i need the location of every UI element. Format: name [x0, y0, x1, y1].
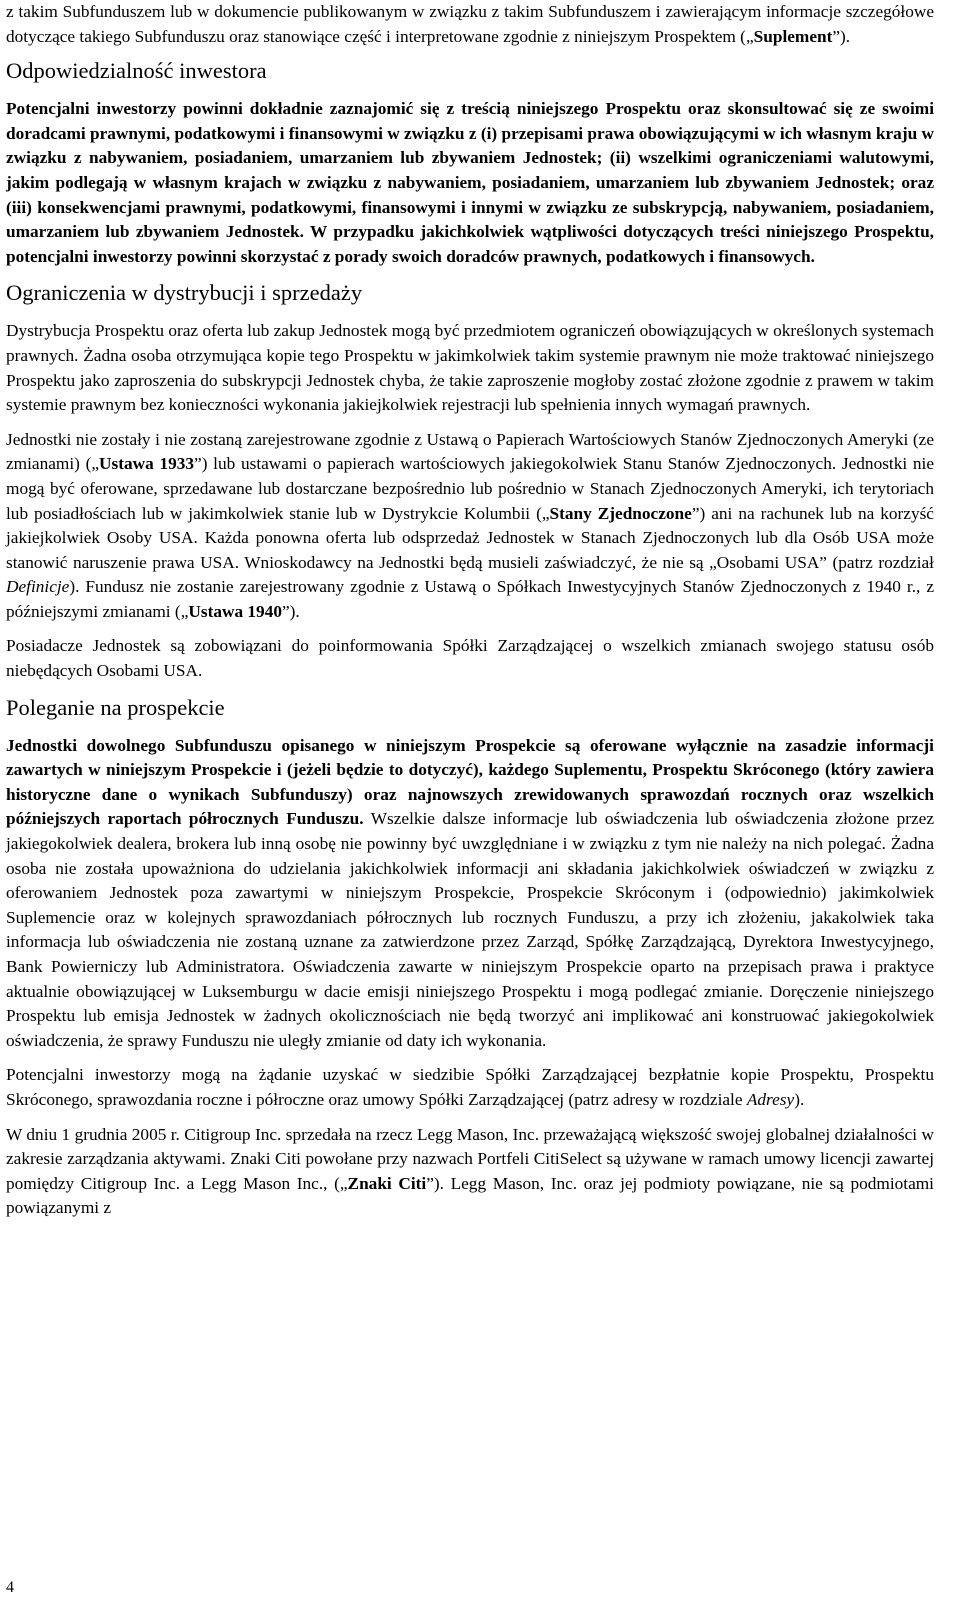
term-stany-zjednoczone: Stany Zjednoczone — [549, 503, 692, 523]
reliance-paragraph-2: Potencjalni inwestorzy mogą na żądanie uzyskać w siedzibie Spółki Zarządzającej bezpłatnie kopie Prospektu, Prospektu Skróconego, sprawozdania roczne i półroczne oraz umowy Spółki Zarządzającej (patrz adresy w rozdziale Adresy). — [6, 1065, 934, 1109]
term-ustawa-1933: Ustawa 1933 — [99, 454, 195, 474]
term-suplement: Suplement — [753, 26, 833, 46]
distribution-paragraph-3: Posiadacze Jednostek są zobowiązani do poinformowania Spółki Zarządzającej o wszelkich zmianach swojego statusu osób niebędących Osobami USA. — [6, 636, 934, 681]
reference-adresy: Adresy — [746, 1089, 795, 1109]
distribution-paragraph-1: Dystrybucja Prospektu oraz oferta lub zakup Jednostek mogą być przedmiotem ograniczeń obowiązujących w określonych systemach prawnych. Żadna osoba otrzymująca kopie tego Prospektu w jakimkolwiek takim systemie prawnym nie może traktować niniejszego Prospektu jako zaproszenia do subskrypcji Jednostek chyba, że takie zaproszenie mogłoby zostać złożone zgodnie z prawem w takim systemie prawnym bez konieczności wykonania jakiejkolwiek rejestracji lub spełnienia innych wymagań prawnych. — [6, 321, 934, 415]
document-page — [6, 0, 934, 1221]
reference-definicje: Definicje — [6, 577, 70, 597]
term-ustawa-1940: Ustawa 1940 — [188, 601, 282, 621]
term-znaki-citi: Znaki Citi — [347, 1173, 427, 1193]
section-heading-poleganie: Poleganie na prospekcie — [6, 694, 225, 720]
reliance-paragraph-1: Jednostki dowolnego Subfunduszu opisanego w niniejszym Prospekcie są oferowane wyłącznie na zasadzie informacji zawartych w niniejszym Prospekcie i (jeżeli będzie to dotyczyć), każdego Suplementu, Prospektu Skróconego (który zawiera historyczne dane o wynikach Subfunduszy) oraz najnowszych zrewidowanych sprawozdań rocznych oraz wszelkich późniejszych raportach półrocznych Funduszu. Wszelkie dalsze informacje lub oświadczenia lub oświadczenia złożone przez jakiegokolwiek dealera, brokera lub inną osobę nie powinny być uwzględniane i w związku z tym nie należy na nich polegać. Żadna osoba nie została upoważniona do udzielania jakichkolwiek informacji ani składania jakichkolwiek oświadczeń w związku z oferowaniem Jednostek poza zawartymi w niniejszym Prospekcie, Prospekcie Skróconym i (odpowiednio) jakimkolwiek Suplemencie oraz w kolejnych sprawozdaniach półrocznych lub rocznych Funduszu, a przy ich złożeniu, jakakolwiek taka informacja lub oświadczenia nie zostaną uznane za zatwierdzone przez Zarząd, Spółkę Zarządzającą, Dyrektora Inwestycyjnego, Bank Powierniczy lub Administratora. Oświadczenia zawarte w niniejszym Prospekcie oparto na przepisach prawa i praktyce aktualnie obowiązującej w Luksemburgu w dacie emisji niniejszego Prospektu i mogą podlegać zmianie. Doręczenie niniejszego Prospektu lub emisja Jednostek w żadnych okolicznościach nie będą tworzyć ani implikować ani konstruować jakiegokolwiek oświadczenia, że sprawy Funduszu nie uległy zmianie od daty ich wykonania. — [6, 735, 934, 1050]
investor-responsibility-paragraph: Potencjalni inwestorzy powinni dokładnie zaznajomić się z treścią niniejszego Prospektu oraz skonsultować się ze swoimi doradcami prawnymi, podatkowymi i finansowymi w związku z (i) przepisami prawa obowiązującymi w ich własnym kraju w związku z nabywaniem, posiadaniem, umarzaniem lub zbywaniem Jednostek; (ii) wszelkimi ograniczeniami walutowymi, jakim podlegają w własnym krajach w związku z nabywaniem, posiadaniem, umarzaniem lub zbywaniem Jednostek; oraz (iii) konsekwencjami prawnymi, podatkowymi, finansowymi i innymi w związku ze subskrypcją, nabywaniem, posiadaniem, umarzaniem lub zbywaniem Jednostek. W przypadku jakichkolwiek wątpliwości dotyczących treści niniejszego Prospektu, potencjalni inwestorzy powinni skorzystać z porady swoich doradców prawnych, podatkowych i finansowych. — [6, 99, 934, 266]
page-number: 4 — [6, 1579, 14, 1596]
intro-paragraph: z takim Subfunduszem lub w dokumencie publikowanym w związku z takim Subfunduszem i zawierającym informacje szczegółowe dotyczące takiego Subfunduszu oraz stanowiące część i interpretowane zgodnie z niniejszym Prospektem („Suplement”). — [6, 2, 934, 46]
reliance-paragraph-3: W dniu 1 grudnia 2005 r. Citigroup Inc. sprzedała na rzecz Legg Mason, Inc. przeważającą większość swojej globalnej działalności w zakresie zarządzania aktywami. Znaki Citi powołane przy nazwach Portfeli CitiSelect są używane w ramach umowy licencji zawartej pomiędzy Citigroup Inc. a Legg Mason Inc., („Znaki Citi”). Legg Mason, Inc. oraz jej podmioty powiązane, nie są podmiotami powiązanymi z — [6, 1124, 934, 1218]
section-heading-ograniczenia: Ograniczenia w dystrybucji i sprzedaży — [6, 280, 363, 306]
section-heading-odpowiedzialnosc: Odpowiedzialność inwestora — [6, 58, 267, 84]
distribution-paragraph-2: Jednostki nie zostały i nie zostaną zarejestrowane zgodnie z Ustawą o Papierach Wartościowych Stanów Zjednoczonych Ameryki (ze zmianami) („Ustawa 1933”) lub ustawami o papierach wartościowych jakiegokolwiek Stanu Stanów Zjednoczonych. Jednostki nie mogą być oferowane, sprzedawane lub dostarczane bezpośrednio lub pośrednio w Stanach Zjednoczonych Ameryki, ich terytoriach lub posiadłościach lub w jakimkolwiek stanie lub w Dystrykcie Kolumbii („Stany Zjednoczone”) ani na rachunek lub na korzyść jakiejkolwiek Osoby USA. Każda ponowna oferta lub odsprzedaż Jednostek w Stanach Zjednoczonych lub dla Osób USA może stanowić naruszenie prawa USA. Wnioskodawcy na Jednostki będą musieli zaświadczyć, że nie są „Osobami USA” (patrz rozdział Definicje). Fundusz nie zostanie zarejestrowany zgodnie z Ustawą o Spółkach Inwestycyjnych Stanów Zjednoczonych z 1940 r., z późniejszymi zmianami („Ustawa 1940”). — [6, 429, 934, 621]
